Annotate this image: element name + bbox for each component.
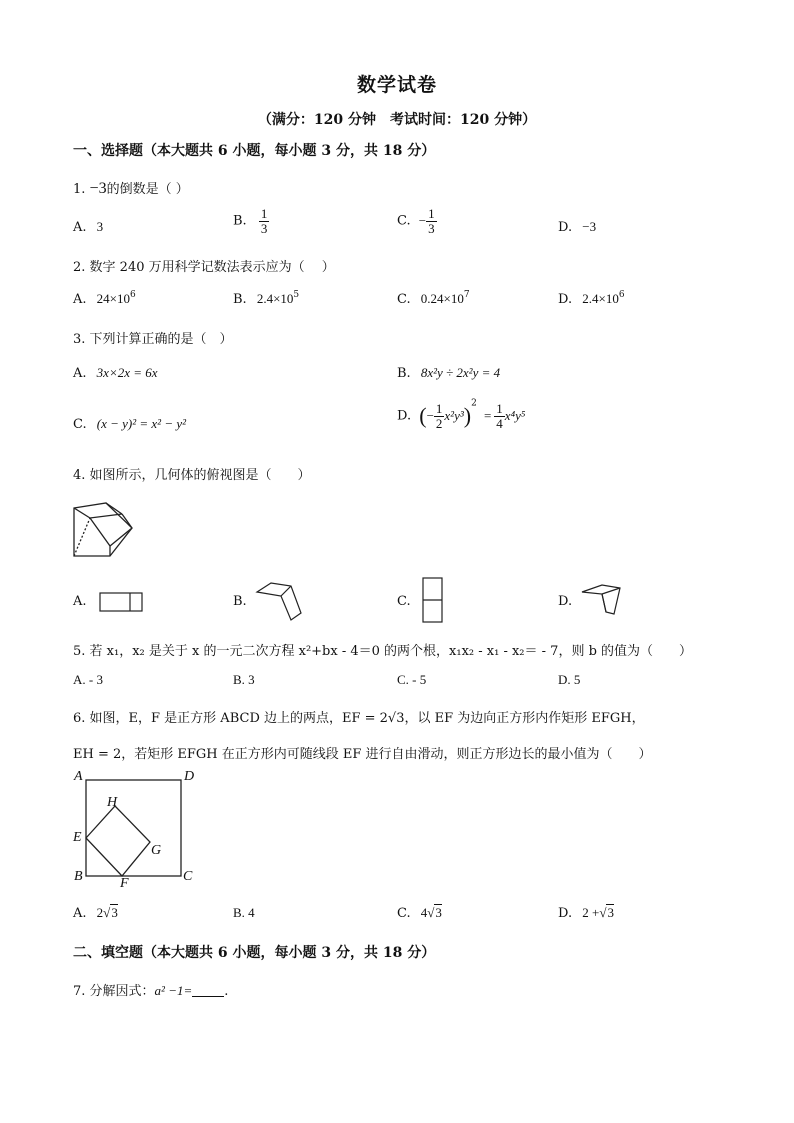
q6-option-b[interactable]: B. 4 — [233, 905, 255, 920]
option-label: A. — [73, 292, 87, 307]
question-6-line-2: EH = 2，若矩形 EFGH 在正方形内可随线段 EF 进行自由滑动，则正方形边长的最小值为（ ） — [73, 747, 652, 762]
page-subtitle: （满分：120 分钟 考试时间：120 分钟） — [257, 112, 537, 128]
option-c-shape — [421, 576, 445, 626]
option-value: 3 — [96, 219, 104, 234]
q4-option-c[interactable]: C. — [397, 594, 411, 609]
denominator: 4 — [496, 415, 503, 431]
fraction — [259, 207, 270, 235]
question-4: 4. 如图所示，几何体的俯视图是（ ） — [73, 468, 311, 483]
option-label: C. — [397, 292, 411, 307]
exponent: 5 — [293, 290, 300, 300]
option-label: C. — [73, 417, 87, 432]
q5-option-c[interactable]: C. - 5 — [397, 672, 427, 687]
question-5: 5. 若 x₁，x₂ 是关于 x 的一元二次方程 x²+bx - 4＝0 的两个根，x₁x₂ - x₁ - x₂＝ - 7，则 b 的值为（ ） — [73, 644, 693, 659]
option-value: −3 — [582, 219, 597, 234]
question-expression: a² −1= — [154, 983, 193, 998]
q1-option-b[interactable] — [233, 207, 269, 235]
coefficient: 4 — [420, 905, 428, 920]
square-diagram — [70, 770, 200, 892]
vertex-label-a: A — [74, 769, 83, 784]
question-7 — [73, 980, 228, 999]
exponent: 6 — [618, 290, 625, 300]
denominator: 3 — [260, 220, 268, 236]
right-paren: ) — [463, 403, 472, 429]
q1-option-a[interactable] — [73, 219, 103, 235]
q5-option-b[interactable]: B. 3 — [233, 672, 255, 687]
question-number: 1. — [73, 182, 86, 197]
q4-option-a[interactable]: A. — [73, 594, 87, 609]
option-value: 0.24×10 — [420, 291, 464, 306]
radical-sign: √ — [427, 905, 435, 920]
option-label: D. — [397, 408, 412, 424]
option-value: 2.4×10 — [256, 291, 294, 306]
numerator: 1 — [435, 401, 443, 416]
numerator: 1 — [260, 206, 268, 221]
option-label: B. — [233, 213, 247, 229]
question-3: 3. 下列计算正确的是（ ） — [73, 332, 233, 347]
answer-blank[interactable] — [192, 984, 224, 997]
option-label: B. — [233, 292, 247, 307]
q3-option-d[interactable]: D. (− $\frac{1}{2}$ x²y³)$^2$ = $\frac{1}{4}$ x⁴y⁵ — [397, 398, 526, 431]
option-d-shape — [580, 582, 624, 618]
term: x⁴y⁵ — [504, 408, 526, 424]
question-text: 7. 分解因式： — [73, 984, 155, 999]
sign: − — [418, 213, 427, 229]
option-b-shape — [255, 580, 305, 622]
question-expression: −3 — [89, 180, 107, 197]
section-heading-choice: 一、选择题（本大题共 6 小题，每小题 3 分，共 18 分） — [73, 143, 436, 159]
fraction — [494, 402, 505, 430]
option-label: C. — [397, 906, 411, 921]
vertex-label-f: F — [120, 876, 129, 891]
term: x²y³ — [444, 408, 464, 424]
q2-option-d[interactable] — [558, 291, 625, 307]
exponent: 7 — [463, 290, 470, 300]
solid-figure — [70, 498, 140, 560]
vertex-label-d: D — [184, 769, 195, 784]
q4-option-b[interactable]: B. — [233, 594, 247, 609]
period: . — [224, 984, 229, 999]
option-label: D. — [558, 220, 573, 235]
left-paren: ( — [419, 403, 427, 429]
vertex-label-b: B — [74, 869, 83, 884]
q1-option-c[interactable] — [397, 207, 437, 235]
option-expression: 8x²y ÷ 2x²y = 4 — [420, 365, 501, 380]
option-label: D. — [558, 292, 573, 307]
radicand: 3 — [435, 905, 442, 920]
option-label: A. — [73, 366, 87, 381]
vertex-label-c: C — [183, 869, 193, 884]
sign: − — [426, 408, 434, 424]
option-label: D. — [558, 906, 573, 921]
numerator: 1 — [428, 206, 435, 221]
section-heading-fill: 二、填空题（本大题共 6 小题，每小题 3 分，共 18 分） — [73, 945, 436, 961]
vertex-label-g: G — [151, 843, 162, 858]
option-value: 24×10 — [96, 291, 131, 306]
radical-sign: √ — [103, 905, 111, 920]
option-expression: 3x×2x = 6x — [96, 365, 158, 380]
q6-option-c[interactable] — [397, 905, 442, 921]
q2-option-a[interactable] — [73, 291, 136, 307]
q5-option-a[interactable]: A. - 3 — [73, 672, 103, 687]
radicand: 3 — [607, 905, 614, 920]
option-label: A. — [73, 906, 87, 921]
radicand: 3 — [111, 905, 118, 920]
q2-option-c[interactable] — [397, 291, 470, 307]
option-label: A. — [73, 220, 87, 235]
option-label: C. — [397, 213, 411, 229]
radical-sign: √ — [599, 905, 607, 920]
question-text: 的倒数是（ ） — [106, 182, 189, 197]
denominator: 2 — [435, 415, 443, 431]
question-1 — [73, 178, 189, 198]
q3-option-c[interactable] — [73, 416, 186, 432]
vertex-label-h: H — [107, 795, 118, 810]
q1-option-d[interactable] — [558, 219, 596, 235]
q6-option-a[interactable] — [73, 905, 118, 921]
q3-option-a[interactable] — [73, 365, 158, 381]
fraction — [434, 402, 445, 430]
q3-option-b[interactable] — [397, 365, 500, 381]
option-value: 2.4×10 — [582, 291, 619, 306]
page-title: 数学试卷 — [356, 74, 437, 96]
question-2: 2. 数字 240 万用科学记数法表示应为（ ） — [73, 260, 335, 275]
prefix: 2 + — [582, 905, 600, 920]
exponent: 6 — [130, 290, 136, 300]
denominator: 3 — [428, 220, 435, 236]
q5-option-d[interactable]: D. 5 — [558, 672, 581, 687]
q2-option-b[interactable] — [233, 291, 299, 307]
numerator: 1 — [496, 401, 503, 416]
option-a-shape — [99, 591, 144, 613]
q4-option-d[interactable]: D. — [558, 594, 573, 609]
coefficient: 2 — [96, 905, 104, 920]
option-expression: (x − y)² = x² − y² — [96, 416, 187, 431]
fraction — [426, 207, 437, 235]
question-6-line-1: 6. 如图，E，F 是正方形 ABCD 边上的两点，EF = 2√3，以 EF 为边向正方形内作矩形 EFGH， — [73, 711, 645, 726]
q6-option-d[interactable] — [558, 905, 614, 921]
vertex-label-e: E — [73, 830, 82, 845]
option-label: B. — [397, 366, 411, 381]
